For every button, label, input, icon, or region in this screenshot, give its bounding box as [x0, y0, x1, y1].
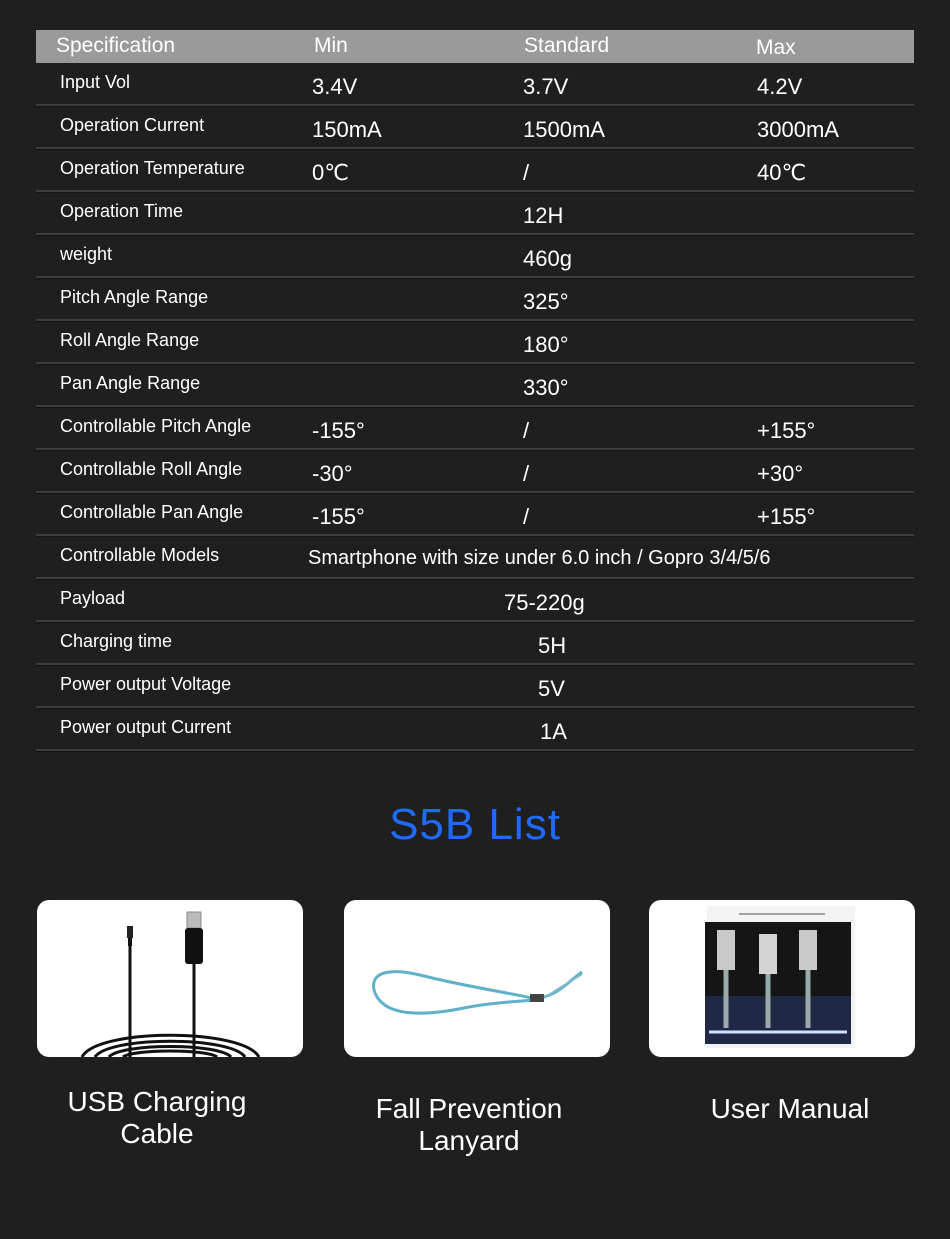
- row-label: Controllable Pan Angle: [60, 502, 244, 522]
- manual-image: [649, 900, 915, 1057]
- row-label: weight: [60, 244, 113, 264]
- row-label: Operation Time: [60, 201, 184, 221]
- header-max: Max: [756, 36, 796, 59]
- table-row: [36, 450, 914, 493]
- row-label: Pan Angle Range: [60, 373, 201, 393]
- table-row: [36, 622, 914, 665]
- row-standard: 1500mA: [523, 117, 605, 142]
- table-row: [36, 278, 914, 321]
- row-standard: 460g: [523, 246, 572, 271]
- row-max: +30°: [757, 461, 804, 486]
- manual-label-line1: User Manual: [710, 1093, 870, 1124]
- row-label: Pitch Angle Range: [60, 287, 209, 307]
- row-label: Controllable Models: [60, 545, 220, 565]
- table-row: [36, 665, 914, 708]
- manual-label: [649, 1093, 931, 1125]
- row-max: 4.2V: [757, 74, 803, 99]
- header-specification: Specification: [56, 34, 176, 57]
- lanyard-card: [344, 900, 610, 1057]
- spec-table-header: [36, 30, 914, 63]
- lanyard-label-line2: Lanyard: [418, 1125, 520, 1156]
- row-label: Operation Temperature: [60, 158, 245, 178]
- row-standard: /: [523, 504, 530, 529]
- usb-cable-label: [37, 1086, 277, 1150]
- row-label: Payload: [60, 588, 126, 608]
- lanyard-label-line1: Fall Prevention: [375, 1093, 563, 1124]
- row-min: 0℃: [312, 160, 349, 185]
- row-label: Power output Voltage: [60, 674, 232, 694]
- row-label: Operation Current: [60, 115, 205, 135]
- row-standard: 12H: [523, 203, 564, 228]
- row-label: Charging time: [60, 631, 173, 651]
- row-label: Controllable Pitch Angle: [60, 416, 252, 436]
- spec-table: [36, 30, 914, 751]
- row-label: Input Vol: [60, 72, 131, 92]
- table-row: [36, 149, 914, 192]
- table-row: [36, 407, 914, 450]
- manual-card: [649, 900, 915, 1057]
- row-standard: 325°: [523, 289, 569, 314]
- row-min: -155°: [312, 504, 365, 529]
- row-min: 3.4V: [312, 74, 358, 99]
- row-max: +155°: [757, 504, 816, 529]
- row-max: +155°: [757, 418, 816, 443]
- table-row: [36, 63, 914, 106]
- row-label: Power output Current: [60, 717, 232, 737]
- usb-cable-label-line2: Cable: [120, 1118, 194, 1149]
- row-span-value: 1A: [540, 719, 567, 744]
- row-standard: /: [523, 160, 530, 185]
- row-standard: /: [523, 418, 530, 443]
- usb-cable-card: [37, 900, 303, 1057]
- table-row: [36, 106, 914, 149]
- row-standard: 3.7V: [523, 74, 569, 99]
- row-span-value: Smartphone with size under 6.0 inch / Gopro 3/4/5/6: [308, 547, 771, 569]
- table-row: [36, 579, 914, 622]
- lanyard-label: [344, 1093, 594, 1157]
- row-label: Controllable Roll Angle: [60, 459, 243, 479]
- table-row: [36, 708, 914, 751]
- row-standard: 330°: [523, 375, 569, 400]
- usb-cable-label-line1: USB Charging: [67, 1086, 247, 1117]
- row-span-value: 5H: [538, 633, 567, 658]
- table-row: [36, 321, 914, 364]
- row-span-value: 5V: [538, 676, 565, 701]
- row-max: 40℃: [757, 160, 807, 185]
- header-min: Min: [314, 34, 348, 57]
- lanyard-image: [344, 900, 610, 1057]
- table-row: [36, 364, 914, 407]
- row-standard: /: [523, 461, 530, 486]
- header-standard: Standard: [524, 34, 610, 57]
- table-row: [36, 235, 914, 278]
- row-max: 3000mA: [757, 117, 839, 142]
- row-min: 150mA: [312, 117, 382, 142]
- row-min: -155°: [312, 418, 365, 443]
- usb-cable-image: [37, 900, 303, 1057]
- table-row: [36, 493, 914, 536]
- table-row: [36, 192, 914, 235]
- row-label: Roll Angle Range: [60, 330, 200, 350]
- row-min: -30°: [312, 461, 353, 486]
- list-title: S5B List: [389, 800, 561, 849]
- row-span-value: 75-220g: [504, 590, 585, 615]
- table-row: [36, 536, 914, 579]
- row-standard: 180°: [523, 332, 569, 357]
